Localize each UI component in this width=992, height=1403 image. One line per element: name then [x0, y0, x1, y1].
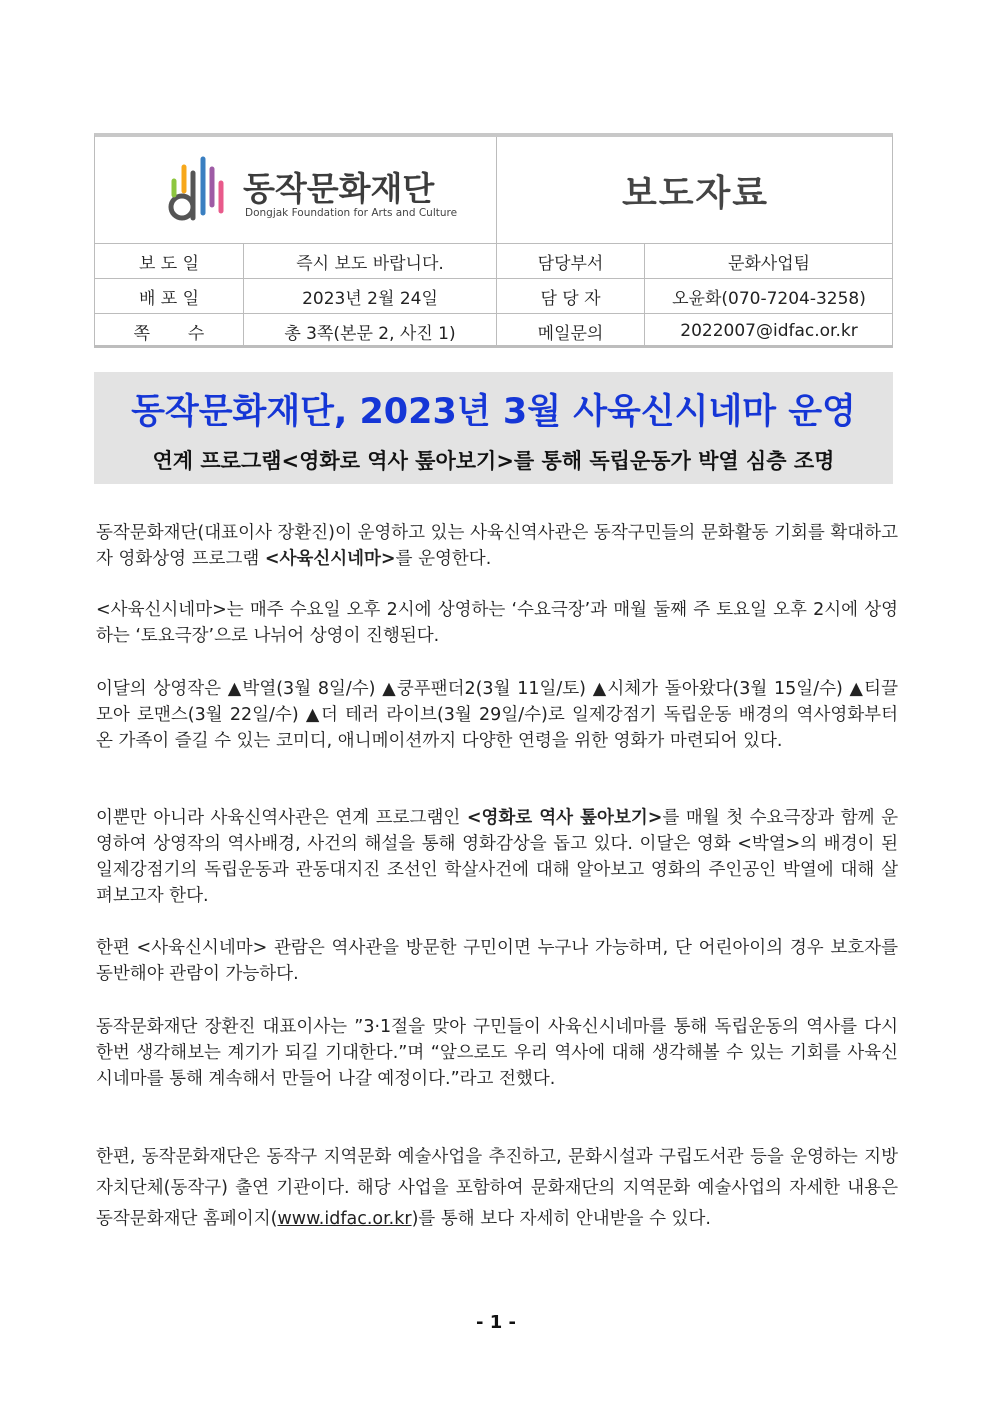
p1-text-c: 를 운영한다. — [395, 549, 492, 569]
value-department: 문화사업팀 — [727, 253, 811, 274]
paragraph-5: 한편 <사육신시네마> 관람은 역사관을 방문한 구민이면 누구나 가능하며, 단 어린아이의 경우 보호자를 동반해야 관람이 가능하다. — [96, 938, 898, 984]
homepage-link[interactable]: www.idfac.or.kr — [277, 1209, 412, 1229]
paragraph-4 — [96, 805, 898, 909]
paragraph-6: 동작문화재단 장환진 대표이사는 ”3·1절을 맞아 구민들이 사육신시네마를 통해 독립운동의 역사를 다시 한번 생각해보는 계기가 되길 기대한다.”며 “앞으로도 우리 역사에 대해 생각해볼 수 있는 기회를 사육신시네마를 통해 계속해서 만들어 나갈 예정이다.”라고 전했다. — [96, 1017, 898, 1089]
p1-program-name: <사육신시네마> — [264, 549, 396, 569]
value-distribution-date: 2023년 2월 24일 — [302, 288, 438, 309]
paragraph-7 — [96, 1142, 898, 1235]
headline-box — [94, 372, 893, 484]
label-release-date: 보 도 일 — [138, 253, 200, 274]
sub-headline: 연계 프로그램<영화로 역사 톺아보기>를 통해 독립운동가 박열 심층 조명 — [152, 449, 835, 473]
org-name: 동작문화재단 — [243, 169, 435, 208]
label-email: 메일문의 — [537, 323, 604, 344]
p4-program-name: <영화로 역사 톺아보기> — [466, 808, 663, 828]
foundation-logo-mark-icon — [165, 155, 237, 227]
label-distribution-date: 배 포 일 — [138, 288, 200, 309]
value-release-date: 즉시 보도 바랍니다. — [296, 253, 444, 274]
p4-text-c: 를 매월 첫 수요극장과 함께 운영하여 상영작의 역사배경, 사건의 해설을 통해 영화감상을 돕고 있다. 이달은 영화 <박열>의 배경이 된 일제강점기의 독립운동과 관동대지진 조선인 학살사건에 대해 알아보고 영화의 주인공인 박열에 대해 살펴보고자 한다. — [96, 808, 898, 906]
org-name-en: Dongjak Foundation for Arts and Culture — [245, 207, 458, 219]
paragraph-1 — [96, 520, 898, 572]
foundation-logo — [165, 155, 465, 227]
doc-type-title: 보도자료 — [621, 172, 770, 214]
value-page-count: 총 3쪽(본문 2, 사진 1) — [284, 323, 456, 344]
label-page-count: 쪽 수 — [133, 323, 205, 344]
value-contact-person: 오윤화(070-7204-3258) — [672, 288, 866, 309]
paragraph-2: <사육신시네마>는 매주 수요일 오후 2시에 상영하는 ‘수요극장’과 매월 둘째 주 토요일 오후 2시에 상영하는 ‘토요극장’으로 나뉘어 상영이 진행된다. — [96, 600, 898, 646]
page-number: - 1 - — [476, 1312, 516, 1333]
label-contact-person: 담 당 자 — [540, 288, 601, 309]
headline: 동작문화재단, 2023년 3월 사육신시네마 운영 — [131, 392, 856, 432]
paragraph-3: 이달의 상영작은 ▲박열(3월 8일/수) ▲쿵푸팬더2(3월 11일/토) ▲시체가 돌아왔다(3월 15일/수) ▲티끌모아 로맨스(3월 22일/수) ▲더 테러 라이브(3월 29일/수)로 일제강점기 독립운동 배경의 역사영화부터 온 가족이 즐길 수 있는 코미디, 애니메이션까지 다양한 연령을 위한 영화가 마련되어 있다. — [96, 679, 898, 751]
p1-text-a: 동작문화재단(대표이사 장환진)이 운영하고 있는 사육신역사관은 동작구민들의 문화활동 기회를 확대하고자 영화상영 프로그램 — [96, 523, 898, 569]
label-department: 담당부서 — [537, 253, 604, 274]
p4-text-a: 이뿐만 아니라 사육신역사관은 연계 프로그램인 — [96, 808, 467, 828]
value-email[interactable]: 2022007@idfac.or.kr — [680, 321, 858, 341]
p7-text-c: )를 통해 보다 자세히 안내받을 수 있다. — [411, 1209, 711, 1229]
press-header-table — [94, 133, 893, 348]
p7-text-a: 한편, 동작문화재단은 동작구 지역문화 예술사업을 추진하고, 문화시설과 구립도서관 등을 운영하는 지방자치단체(동작구) 출연 기관이다. 해당 사업을 포함하여 문화재단의 지역문화 예술사업의 자세한 내용은 동작문화재단 홈페이지( — [96, 1147, 898, 1229]
